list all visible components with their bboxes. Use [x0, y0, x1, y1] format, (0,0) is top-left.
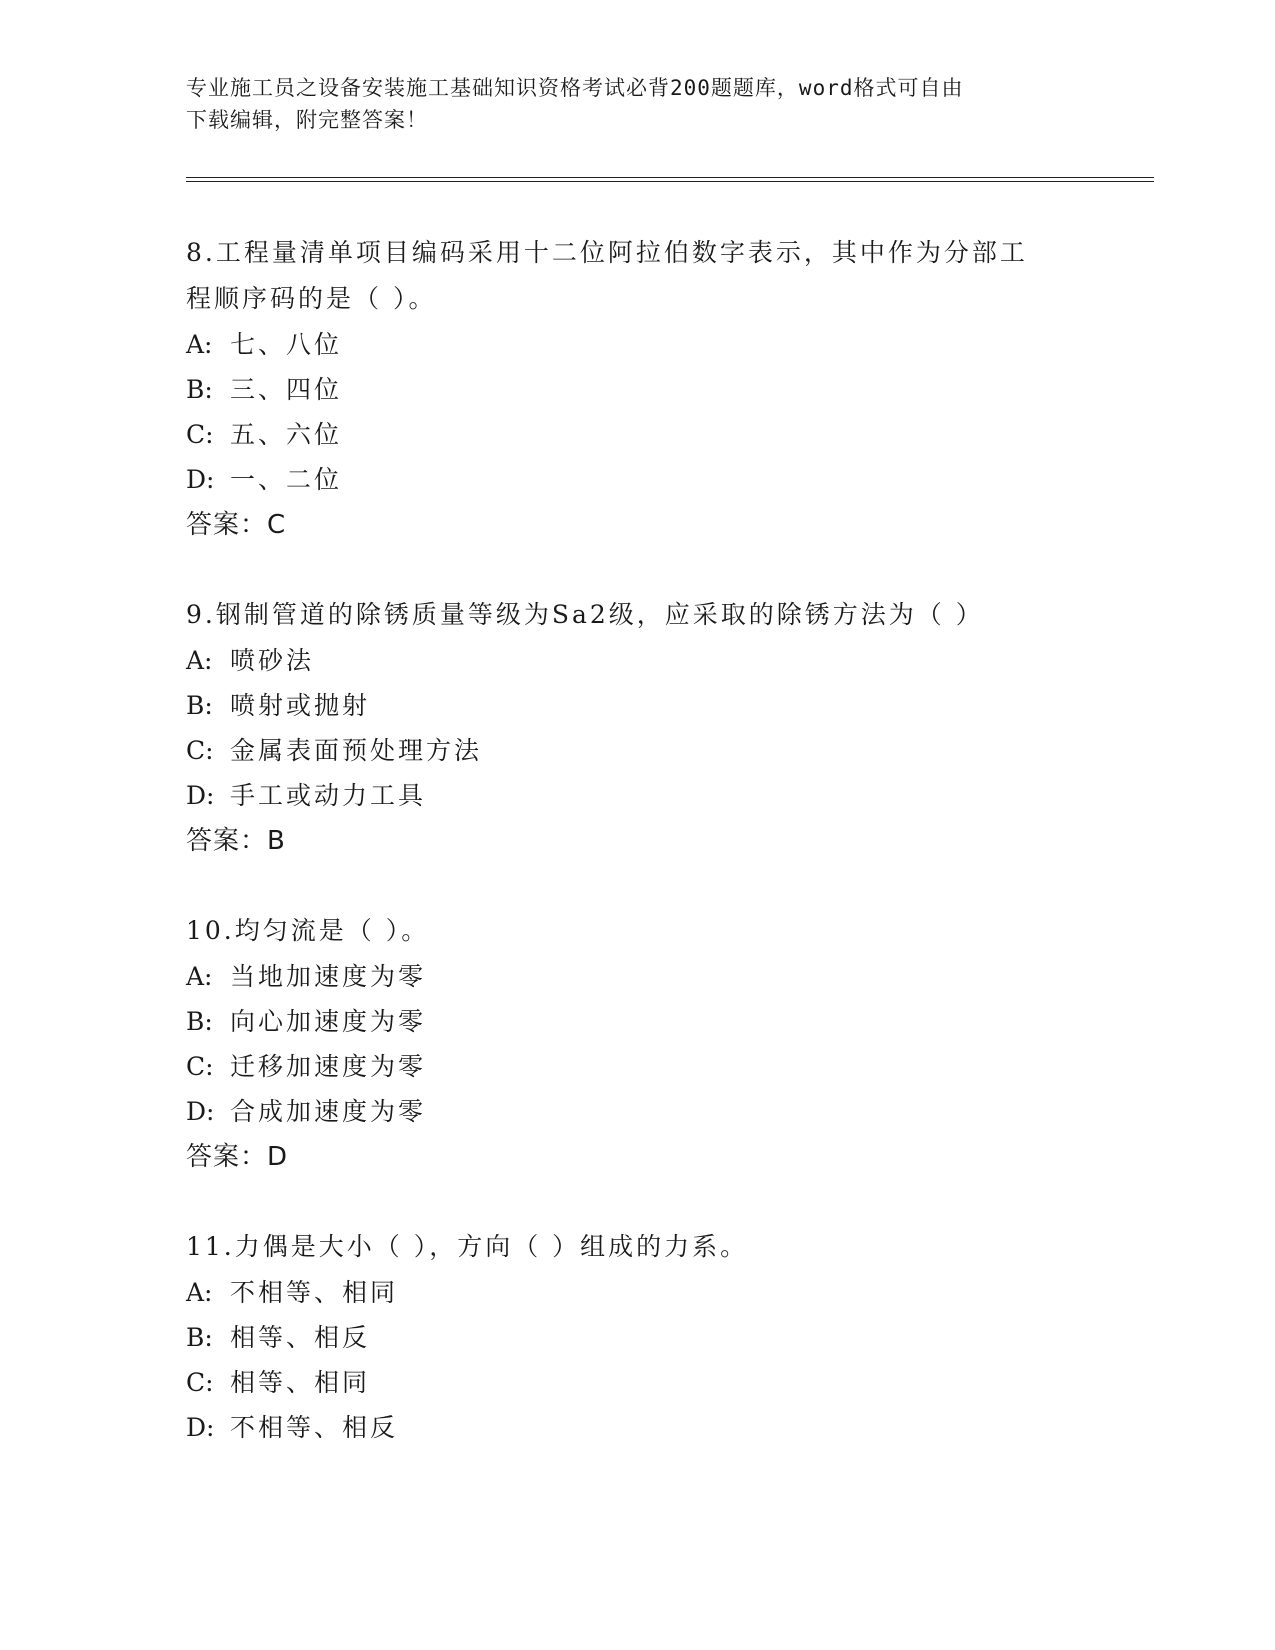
- option-key: D:: [186, 1413, 215, 1442]
- question-text-line: 9.钢制管道的除锈质量等级为Sa2级，应采取的除锈方法为（ ）: [186, 600, 984, 629]
- answer-label: 答案：D: [186, 1142, 289, 1172]
- header-divider-bottom: [186, 181, 1154, 182]
- option-key: B:: [186, 1007, 213, 1036]
- option-key: B:: [186, 375, 213, 404]
- option-d: [186, 457, 1086, 502]
- question-text: [186, 1224, 1086, 1270]
- question-text-line: 程顺序码的是（ ）。: [186, 284, 437, 313]
- option-text: 五、六位: [230, 420, 343, 449]
- option-b: [186, 999, 1086, 1044]
- option-text: 三、四位: [230, 375, 343, 404]
- option-key: C:: [186, 736, 214, 765]
- option-a: [186, 638, 1086, 683]
- question-8: [186, 230, 1086, 548]
- option-text: 喷射或抛射: [230, 691, 371, 720]
- option-key: B:: [186, 691, 213, 720]
- option-b: [186, 367, 1086, 412]
- option-key: A:: [186, 962, 213, 991]
- question-list: [186, 230, 1086, 1494]
- option-key: A:: [186, 330, 213, 359]
- option-text: 合成加速度为零: [230, 1097, 427, 1126]
- question-text-line: 8.工程量清单项目编码采用十二位阿拉伯数字表示，其中作为分部工: [186, 238, 1028, 267]
- option-text: 相等、相反: [230, 1323, 371, 1352]
- option-c: [186, 412, 1086, 457]
- option-b: [186, 1315, 1086, 1360]
- question-text-line: 11.力偶是大小（ ），方向（ ）组成的力系。: [186, 1232, 749, 1261]
- option-key: D:: [186, 1097, 215, 1126]
- option-key: C:: [186, 1368, 214, 1397]
- answer-label: 答案：C: [186, 510, 287, 540]
- question-11: [186, 1224, 1086, 1450]
- option-key: B:: [186, 1323, 213, 1352]
- option-text: 迁移加速度为零: [230, 1052, 427, 1081]
- option-text: 喷砂法: [230, 646, 315, 675]
- header-divider-top: [186, 177, 1154, 178]
- option-key: C:: [186, 420, 214, 449]
- option-text: 金属表面预处理方法: [230, 736, 483, 765]
- option-a: [186, 322, 1086, 367]
- option-key: A:: [186, 1278, 213, 1307]
- header-line-2: 下载编辑，附完整答案！: [186, 108, 428, 132]
- option-d: [186, 773, 1086, 818]
- option-c: [186, 1044, 1086, 1089]
- option-key: A:: [186, 646, 213, 675]
- question-9: [186, 592, 1086, 864]
- question-text-line: 10.均匀流是（ ）。: [186, 916, 430, 945]
- option-text: 相等、相同: [230, 1368, 371, 1397]
- option-key: D:: [186, 781, 215, 810]
- option-d: [186, 1089, 1086, 1134]
- option-c: [186, 728, 1086, 773]
- option-key: C:: [186, 1052, 214, 1081]
- option-a: [186, 954, 1086, 999]
- option-text: 当地加速度为零: [230, 962, 427, 991]
- option-text: 手工或动力工具: [230, 781, 427, 810]
- question-text: [186, 230, 1086, 322]
- question-text: [186, 592, 1086, 638]
- question-10: [186, 908, 1086, 1180]
- option-text: 七、八位: [230, 330, 343, 359]
- question-text: [186, 908, 1086, 954]
- option-text: 一、二位: [230, 465, 343, 494]
- option-text: 不相等、相同: [230, 1278, 399, 1307]
- answer-label: 答案：B: [186, 826, 286, 856]
- header-line-1: 专业施工员之设备安装施工基础知识资格考试必背200题题库，word格式可自由: [186, 76, 964, 100]
- option-a: [186, 1270, 1086, 1315]
- option-text: 向心加速度为零: [230, 1007, 427, 1036]
- option-b: [186, 683, 1086, 728]
- document-header: [186, 72, 1066, 136]
- option-key: D:: [186, 465, 215, 494]
- option-text: 不相等、相反: [230, 1413, 399, 1442]
- option-d: [186, 1405, 1086, 1450]
- option-c: [186, 1360, 1086, 1405]
